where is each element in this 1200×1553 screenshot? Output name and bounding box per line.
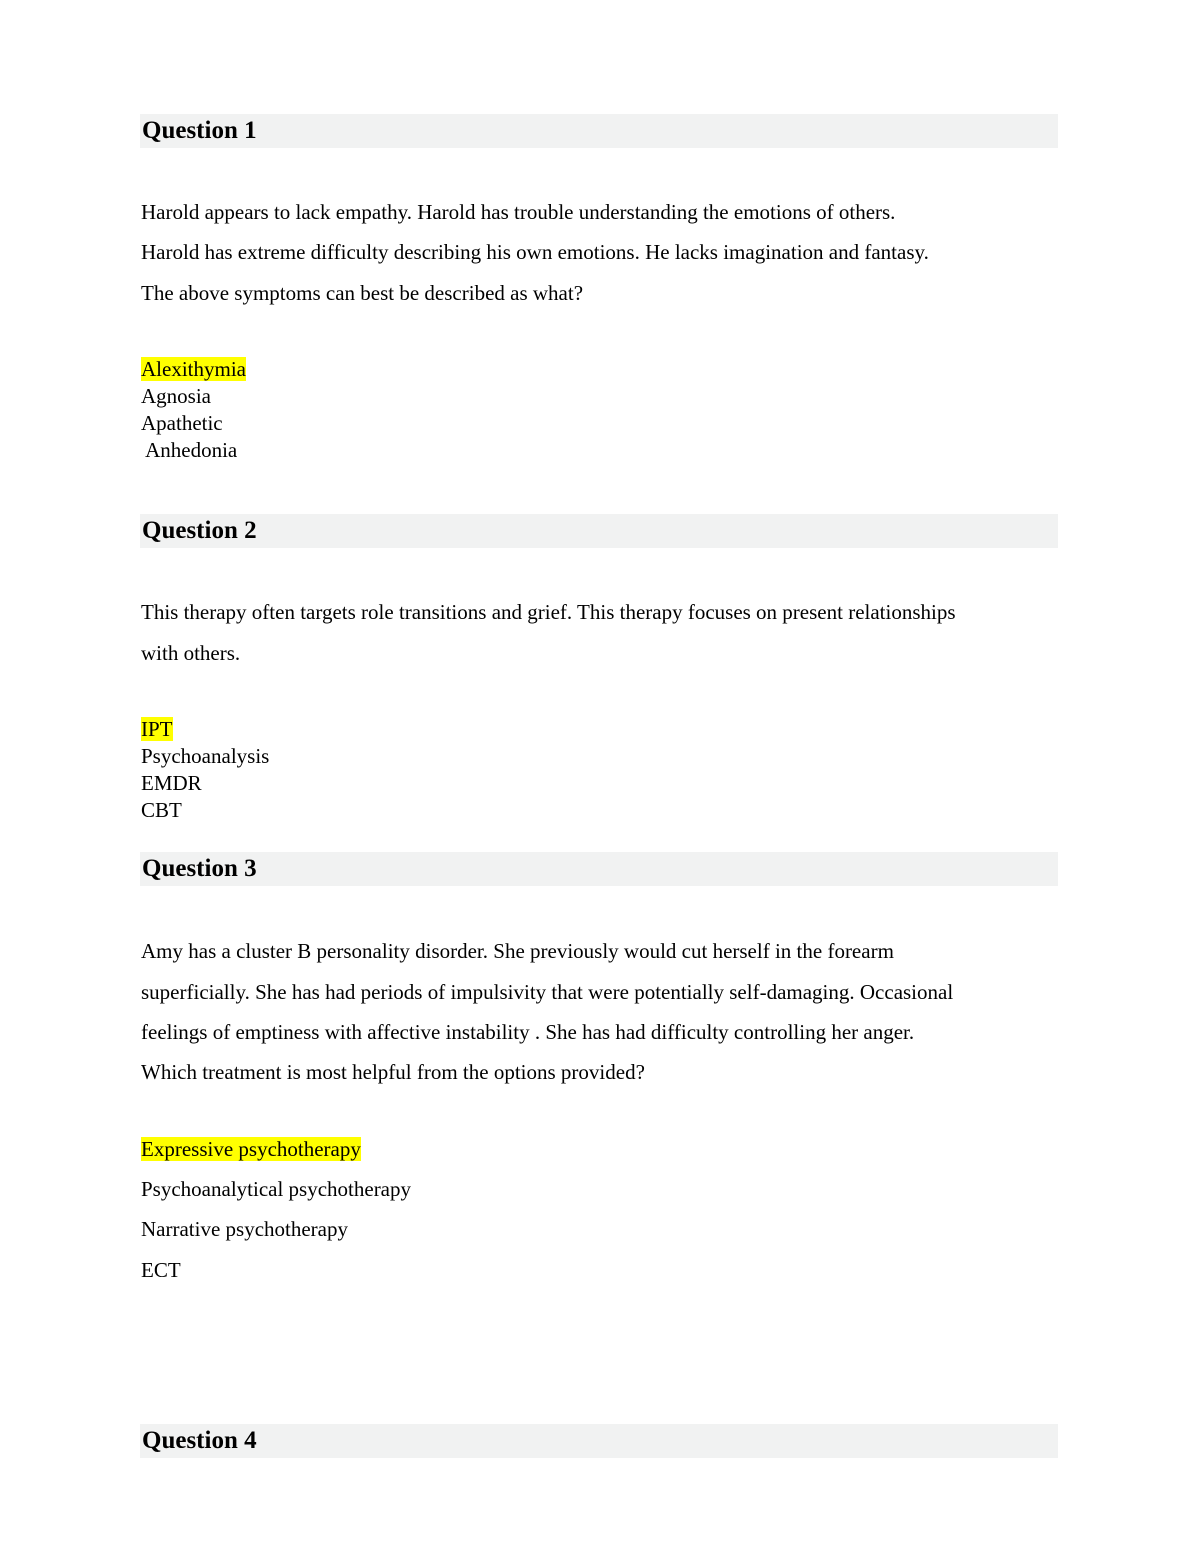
question-2-heading	[140, 514, 1058, 548]
question-3-prompt-line-4: Which treatment is most helpful from the options provided?	[141, 1060, 645, 1084]
question-2-title: Question 2	[142, 517, 257, 544]
question-3-option-2: Psychoanalytical psychotherapy	[141, 1177, 412, 1201]
question-1-heading	[140, 114, 1058, 148]
question-3-prompt-line-2: superficially. She has had periods of impulsivity that were potentially self-damaging. Occasional	[141, 980, 954, 1004]
question-3-option-3: Narrative psychotherapy	[141, 1217, 348, 1241]
question-4-title: Question 4	[142, 1427, 257, 1454]
question-3-title: Question 3	[142, 855, 257, 882]
question-2-option-4: CBT	[141, 798, 182, 822]
question-3-option-4: ECT	[141, 1258, 181, 1282]
question-3-heading	[140, 852, 1058, 886]
correct-answer-highlight: Expressive psychotherapy	[141, 1137, 361, 1161]
question-1-option-1	[141, 357, 246, 382]
question-4-heading	[140, 1424, 1058, 1458]
question-2-prompt-line-2: with others.	[141, 641, 241, 665]
question-3-prompt-line-3: feelings of emptiness with affective instability . She has had difficulty controlling her anger.	[141, 1020, 915, 1044]
question-1-prompt-line-1: Harold appears to lack empathy. Harold has trouble understanding the emotions of others.	[141, 200, 896, 224]
question-1-prompt-line-3: The above symptoms can best be described as what?	[141, 281, 584, 305]
question-1-option-3: Apathetic	[141, 411, 223, 435]
question-3-option-1	[141, 1137, 361, 1162]
question-1-prompt-line-2: Harold has extreme difficulty describing his own emotions. He lacks imagination and fantasy.	[141, 240, 929, 264]
correct-answer-highlight: Alexithymia	[141, 357, 246, 381]
question-1-option-4: Anhedonia	[141, 438, 238, 462]
question-2-option-2: Psychoanalysis	[141, 744, 270, 768]
question-1-title: Question 1	[142, 117, 257, 144]
question-3-prompt-line-1: Amy has a cluster B personality disorder. She previously would cut herself in the forearm	[141, 939, 894, 963]
correct-answer-highlight: IPT	[141, 717, 173, 741]
question-2-option-1	[141, 717, 173, 742]
question-2-prompt-line-1: This therapy often targets role transitions and grief. This therapy focuses on present relationships	[141, 600, 956, 624]
question-1-option-2: Agnosia	[141, 384, 211, 408]
question-2-option-3: EMDR	[141, 771, 202, 795]
